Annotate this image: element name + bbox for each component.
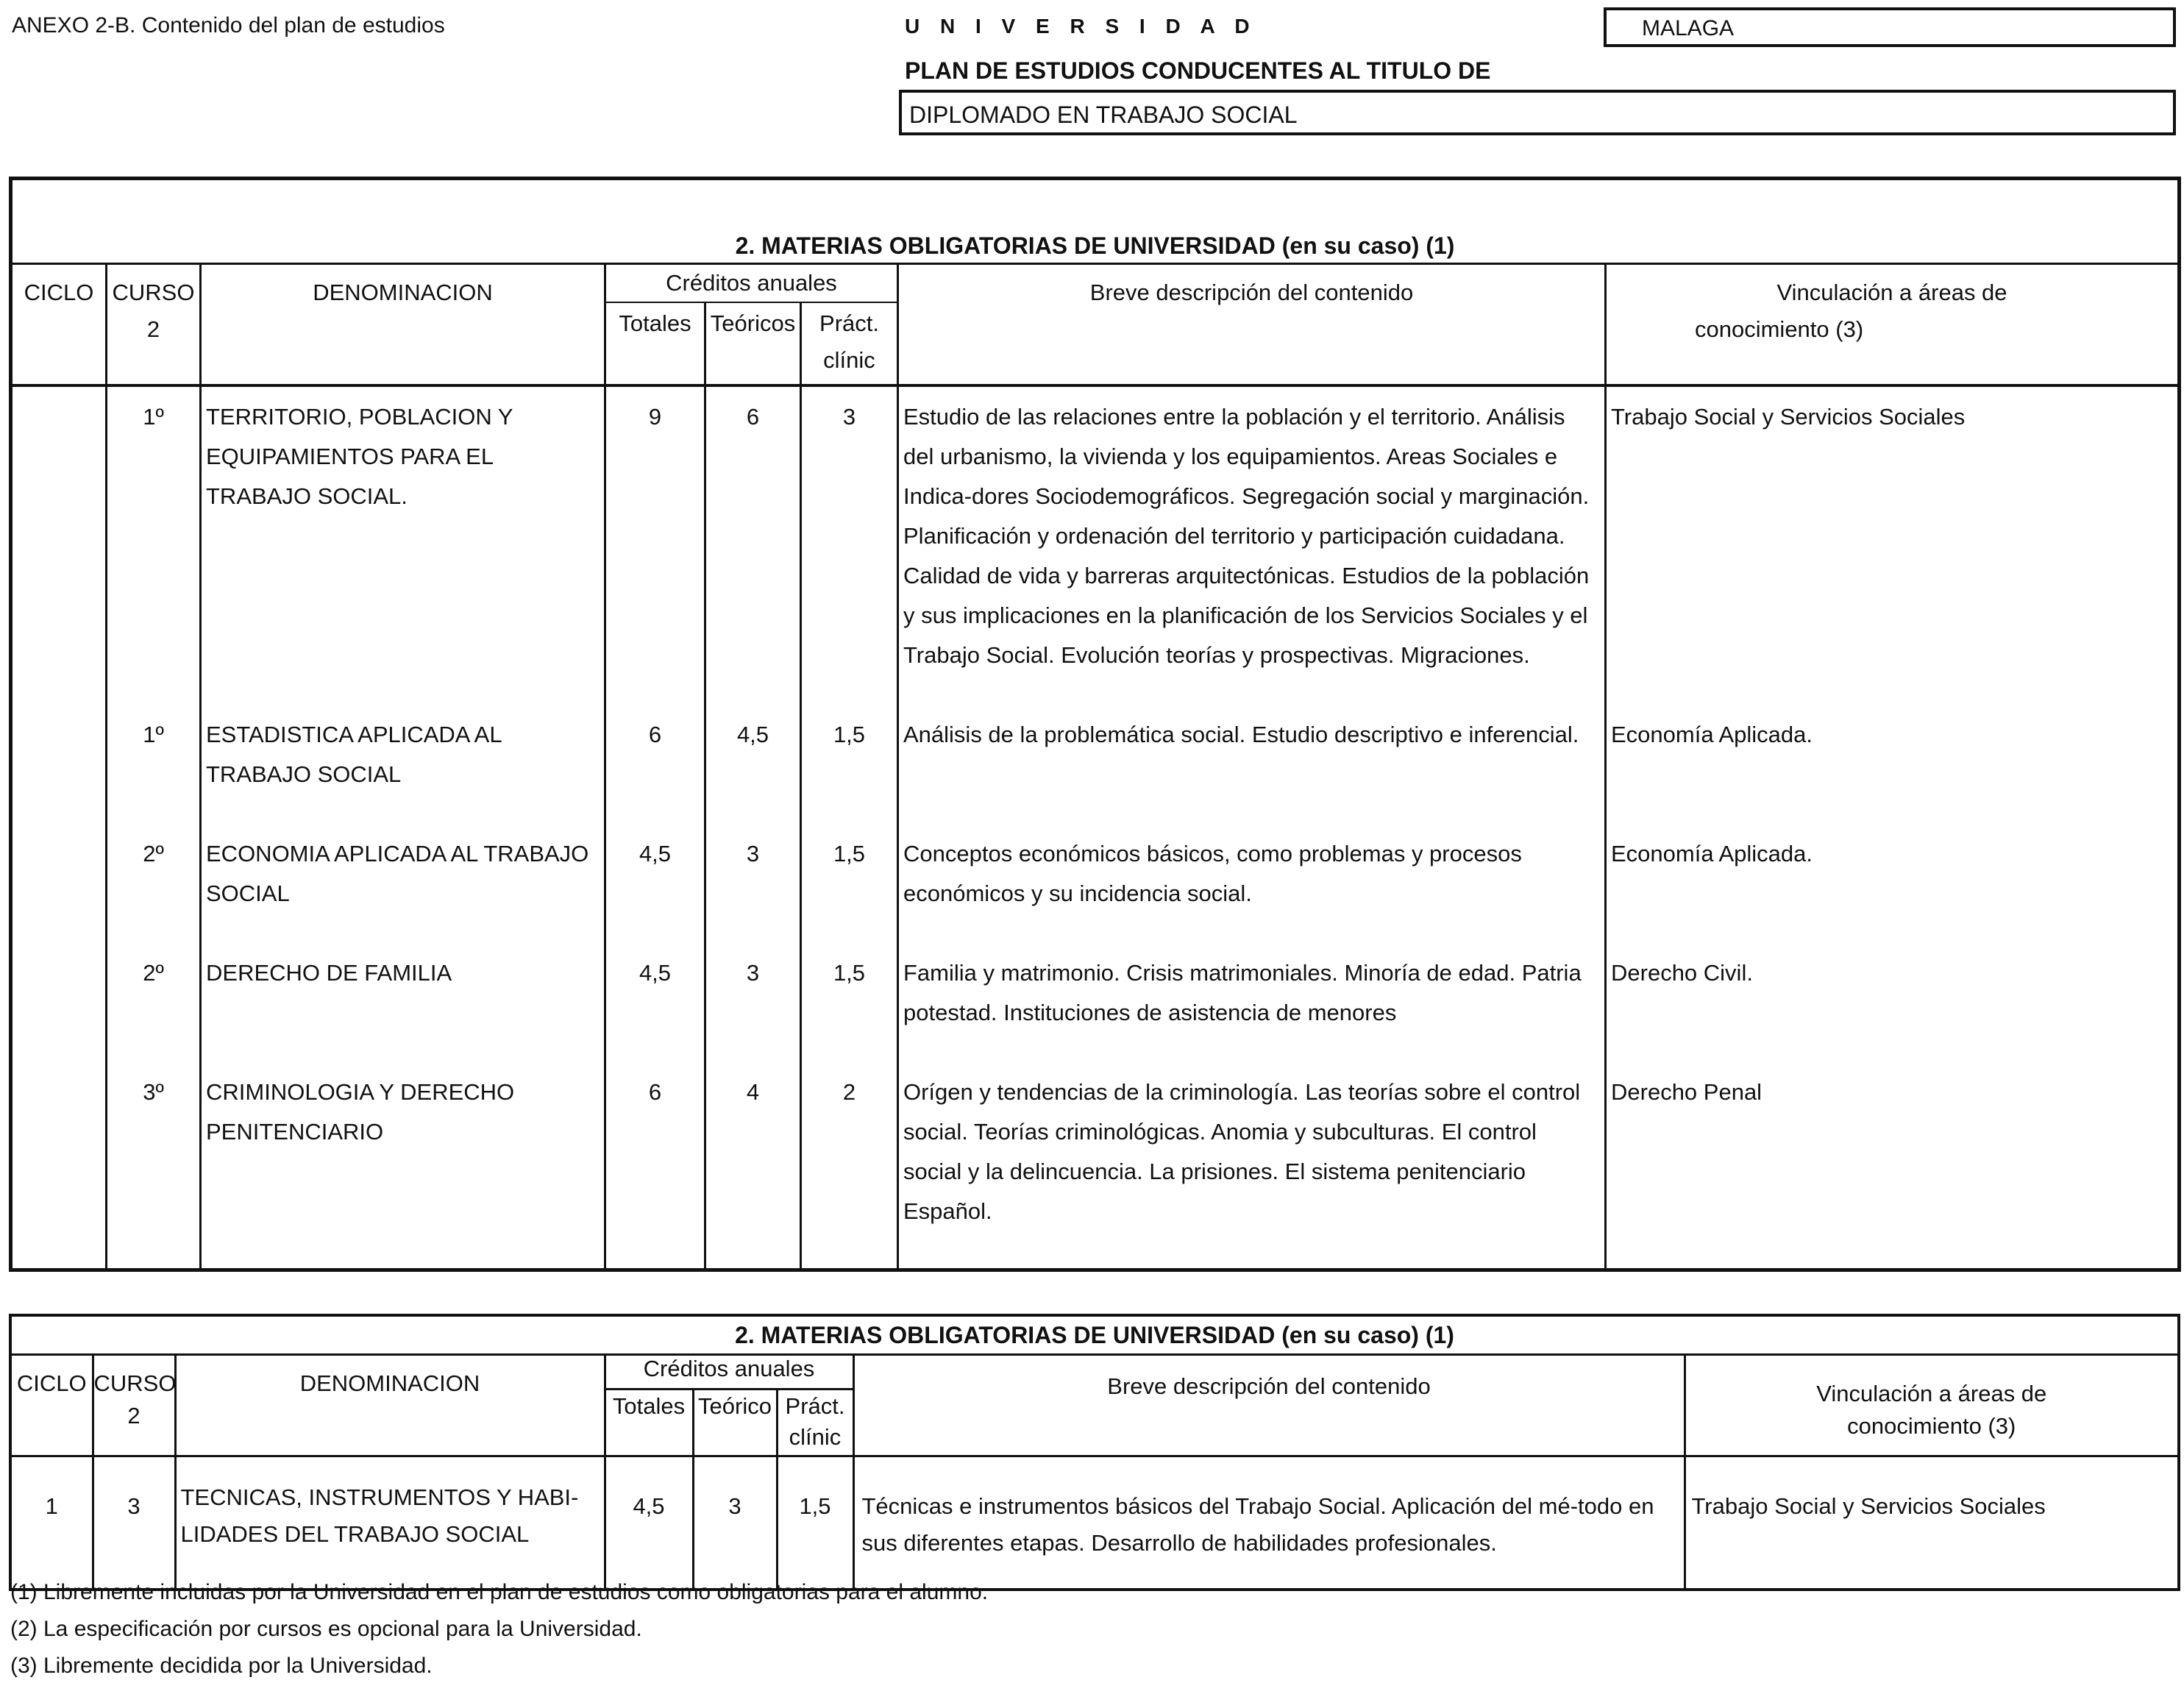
subjects-table-2 xyxy=(9,1314,2180,1591)
footnote-1: (1) Libremente incluidas por la Universidad en el plan de estudios como obligatorias para el alumno. xyxy=(10,1580,989,1604)
header-teoricos: Teóricos xyxy=(705,302,801,385)
footnote-3: (3) Libremente decidida por la Universidad. xyxy=(10,1654,433,1678)
subjects-table-1 xyxy=(9,177,2181,1272)
plan-value: DIPLOMADO EN TRABAJO SOCIAL xyxy=(899,90,2176,135)
table-row: 2º ECONOMIA APLICADA AL TRABAJO SOCIAL 4,5 3 1,5 Conceptos económicos básicos, como problemas y procesos económicos y su incidencia social. Economía Aplicada. xyxy=(11,824,2180,943)
header-totales: Totales xyxy=(605,302,705,385)
table-row: 1º ESTADISTICA APLICADA AL TRABAJO SOCIAL 6 4,5 1,5 Análisis de la problemática social. Estudio descriptivo e inferencial. Economía Aplicada. xyxy=(11,705,2180,824)
table-row: 1º TERRITORIO, POBLACION Y EQUIPAMIENTOS PARA EL TRABAJO SOCIAL. 9 6 3 Estudio de las relaciones entre la población y el territorio. Análisis del urbanismo, la vivienda y los equipamientos. Areas Sociales e Indica-dores Sociodemográficos. Segregación social y marginación. Planificación y ordenación del territorio y participación cuidadana. Calidad de vida y barreras arquitectónicas. Estudios de la población y sus implicaciones en la planificación de los Servicios Sociales y el Trabajo Social. Evolución teorías y prospectivas. Migraciones. Trabajo Social y Servicios Sociales xyxy=(11,385,2180,705)
header-vinculacion: Vinculación a áreas de conocimiento (3) xyxy=(1606,264,2180,386)
header-denominacion: DENOMINACION xyxy=(201,264,605,386)
header-curso: CURSO 2 xyxy=(93,1355,175,1456)
header-totales: Totales xyxy=(605,1390,693,1456)
universidad-label: U N I V E R S I D A D xyxy=(905,15,1257,38)
universidad-value: MALAGA xyxy=(1604,7,2176,47)
header-descripcion: Breve descripción del contenido xyxy=(898,264,1606,386)
header-ciclo: CICLO xyxy=(10,1355,93,1456)
table-1-title: 2. MATERIAS OBLIGATORIAS DE UNIVERSIDAD (en su caso) (1) xyxy=(11,179,2180,264)
footnote-2: (2) La especificación por cursos es opcional para la Universidad. xyxy=(10,1617,642,1641)
table-row: 3º CRIMINOLOGIA Y DERECHO PENITENCIARIO 6 4 2 Orígen y tendencias de la criminología. Las teorías sobre el control social. Teorías criminológicas. Anomia y subculturas. El control social y la delincuencia. La prisiones. El sistema penitenciario Español. Derecho Penal xyxy=(11,1062,2180,1270)
header-practicos: Práct. clínic xyxy=(801,302,898,385)
header-vinculacion: Vinculación a áreas de conocimiento (3) xyxy=(1685,1355,2179,1456)
header-creditos: Créditos anuales xyxy=(605,264,898,303)
header-curso: CURSO 2 xyxy=(107,264,201,386)
annex-title: ANEXO 2-B. Contenido del plan de estudios xyxy=(12,13,445,38)
table-row: 1 3 TECNICAS, INSTRUMENTOS Y HABI-LIDADES DEL TRABAJO SOCIAL 4,5 3 1,5 Técnicas e instrumentos básicos del Trabajo Social. Aplicación del mé-todo en sus diferentes etapas. Desarrollo de habilidades profesionales. Trabajo Social y Servicios Sociales xyxy=(10,1456,2179,1590)
header-teoricos: Teórico xyxy=(693,1390,777,1456)
table-2-title: 2. MATERIAS OBLIGATORIAS DE UNIVERSIDAD (en su caso) (1) xyxy=(10,1315,2179,1355)
table-row: 2º DERECHO DE FAMILIA 4,5 3 1,5 Familia y matrimonio. Crisis matrimoniales. Minoría de edad. Patria potestad. Instituciones de asistencia de menores Derecho Civil. xyxy=(11,943,2180,1062)
header-practicos: Práct. clínic xyxy=(777,1390,853,1456)
plan-label: PLAN DE ESTUDIOS CONDUCENTES AL TITULO DE xyxy=(905,57,1491,84)
header-descripcion: Breve descripción del contenido xyxy=(853,1355,1685,1456)
header-creditos: Créditos anuales xyxy=(605,1355,853,1390)
header-denominacion: DENOMINACION xyxy=(175,1355,605,1456)
header-ciclo: CICLO xyxy=(11,264,107,386)
